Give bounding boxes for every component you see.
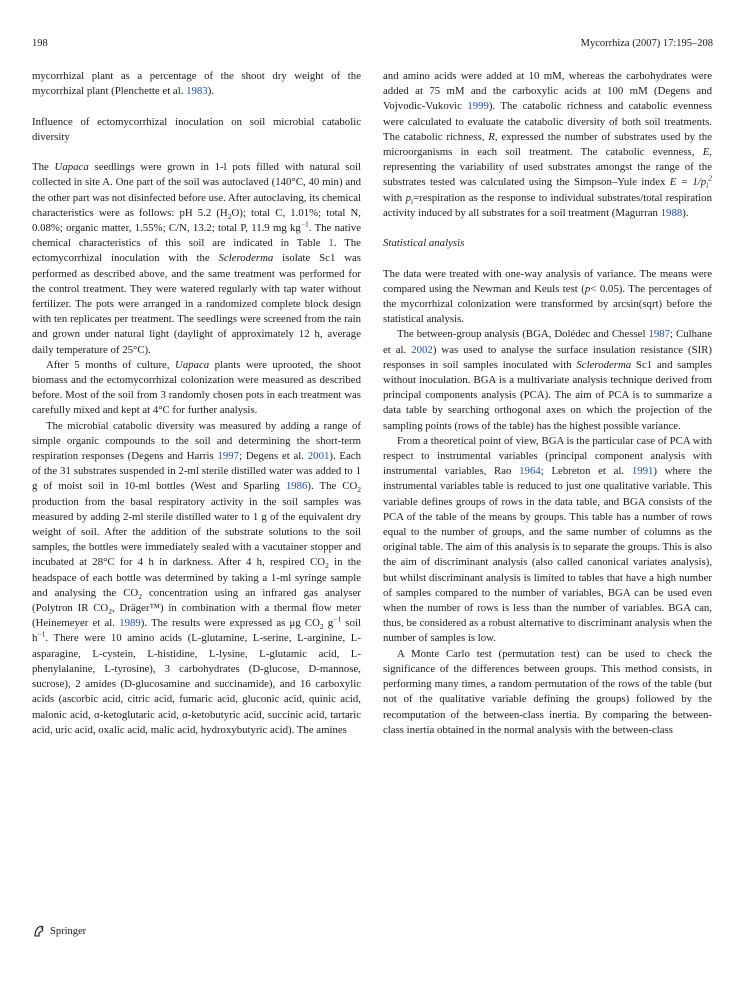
citation-link[interactable]: 1991 [631, 465, 654, 478]
footer [32, 924, 86, 938]
citation-link[interactable]: 1987 [648, 328, 671, 341]
journal-citation: Mycorrhiza (2007) 17:195–208 [580, 38, 713, 49]
table-link[interactable]: 1 [328, 237, 334, 250]
citation-link[interactable]: 1964 [519, 465, 541, 478]
paragraph: The Uapaca seedlings were grown in 1-l pots filled with natural soil collected in site A. One part of the soil was autoclaved (140°C, 40 min) and the other part was not disinfected before use. After autoclaving, its chemical characteristics were as follows: pH 5.2 $(H_2O)$; total C, 1.01%; total N, 0.08%; organic matter, 1.55%; C/N, 13.2; total P, 11.9 mg $kg^{-1}$. The native chemical characteristics of this soil are indicated in Table 1. The ectomycorrhizal inoculation with the Scleroderma isolate Sc1 was performed as described above, and the same treatment was performed for the control treatment. They were watered regularly with tap water without fertilizer. The pots were arranged in a randomized complete block design with ten replicates per treatment. The seedlings were screened from the rain and grown under natural light (daylight of approximately 12 h, average daily temperature of 25°C). [32, 161, 361, 356]
section-heading: Influence of ectomycorrhizal inoculation on soil microbial catabolic diversity [32, 115, 361, 143]
paragraph: and amino acids were added at 10 mM, whereas the carbohydrates were added at 75 mM and the carboxylic acids at 100 mM (Degens and Vojvodic-Vukovic 1999). The catabolic richness and catabolic evenness were calculated to evaluate the catabolic diversity of both soil treatments. The catabolic richness, R, expressed the number of substrates used by the microorganisms in each soil treatment. The catabolic evenness, E, representing the variability of used substrates amongst the range of the substrates tested was calculated using the Simpson–Yule index $E = 1/p_i^2$ with $p_i=respiration$ as the response to individual substrates/total respiration activity induced by all substrates for a soil treatment (Magurran 1988). [383, 70, 712, 219]
springer-horse-icon [32, 924, 46, 938]
paragraph: mycorrhizal plant as a percentage of the shoot dry weight of the mycorrhizal plant (Plenchette et al. 1983). [32, 70, 361, 98]
evenness-formula: $E = 1/p_i^2$ [669, 173, 712, 191]
citation-link[interactable]: 1989 [119, 617, 141, 630]
citation-link[interactable]: 1986 [285, 480, 308, 493]
citation-link[interactable]: 1997 [217, 450, 240, 463]
paragraph: The microbial catabolic diversity was measured by adding a range of simple organic compounds to the soil and determining the short-term respiration responses (Degens and Harris 1997; Degens et al. 2001). Each of the 31 substrates suspended in 2-ml sterile distilled water was added to 1 g of moist soil in 10-ml bottles (West and Sparling 1986). The $CO_2$ production from the basal respiratory activity in the soil samples was measured by adding 2-ml sterile distilled water to 1 g of the equivalent dry weight of soil. After the addition of the substrate solutions to the soil samples, the bottles were immediately sealed with a vacutainer stopper and incubated at 28°C for 4 h in darkness. After 4 h, respired $CO_2$ in the headspace of each bottle was determined by taking a 1-ml syringe sample and analysing the $CO_2$ concentration using an infrared gas analyser (Polytron IR $CO_2$, Dräger™) in combination with a thermal flow meter (Heinemeyer et al. 1989). The results were expressed as μg $CO_2$ $g^{-1}$ soil $h^{-1}$. There were 10 amino acids (L-glutamine, L-serine, L-arginine, L-asparagine, L-cystein, L-histidine, L-lysine, L-glutamic acid, L-phenylalanine, L-tyrosine), 3 carbohydrates (D-glucose, D-mannose, sucrose), 2 amides (D-glucosamine and succinamide), and 16 carboxylic acids (ascorbic acid, citric acid, fumaric acid, gluconic acid, quinic acid, malonic acid, α-ketoglutaric acid, α-ketobutyric acid, succinic acid, tartaric acid, uric acid, oxalic acid, malic acid, hydroxybutyric acid). The amines [32, 419, 361, 736]
publisher-name: Springer [50, 925, 87, 937]
left-column [32, 69, 361, 738]
citation-link[interactable]: 1999 [467, 100, 489, 113]
right-column [383, 69, 712, 738]
paragraph: After 5 months of culture, Uapaca plants were uprooted, the shoot biomass and the ectomycorrhizal colonization were measured as described before. Most of the soil from 3 randomly chosen pots in each treatment was carefully mixed and kept at 4°C for further analysis. [32, 358, 361, 417]
running-header [32, 38, 713, 54]
paragraph: The data were treated with one-way analysis of variance. The means were compared using the Newman and Keuls test (p< 0.05). The percentages of the mycorrhizal colonization were transformed by arcsin(sqrt) before the statistical analysis. [383, 267, 712, 326]
citation-link[interactable]: 1983 [186, 85, 208, 98]
section-heading: Statistical analysis [383, 237, 465, 250]
citation-link[interactable]: 2001 [307, 450, 330, 463]
paragraph: From a theoretical point of view, BGA is the particular case of PCA with respect to instrumental variables (principal component analysis with instrumental variables, Rao 1964; Lebreton et al. 1991) where the instrumental variables table is reduced to just one qualitative variable. This variable defines groups of rows in the data table, and BGA consists of the PCA of the table of the means by groups. This table has a number of rows equal to the number of groups, and the same number of columns as the original table. The aim of this analysis is to separate the groups. This is also the aim of discriminant analysis (also called canonical variates analysis), but whilst discriminant analysis is limited to tables that have a high number of samples compared to the number of variables, BGA can be used even when the number of rows is less than the number of variables. BGA can, thus, be considered as a robust alternative to discriminant analysis when the number of samples is low. [383, 434, 712, 645]
citation-link[interactable]: 2002 [411, 343, 433, 356]
paragraph: A Monte Carlo test (permutation test) can be used to check the significance of the differences between groups. This method consists, in performing many times, a random permutation of the rows of the table (but not of the qualitative variable defining the groups) followed by the recomputation of the between-class inertia. By comparing the between-class inertia obtained in the normal analysis with the between-class [383, 647, 712, 736]
paragraph: The between-group analysis (BGA, Dolédec and Chessel 1987; Culhane et al. 2002) was used to analyse the surface insulation resistance (SIR) responses in soil samples inoculated with Scleroderma Sc1 and samples without inoculation. BGA is a multivariate analysis technique derived from principal components analysis (PCA). The aim of PCA is to summarize a data table by searching orthogonal axes on which the projection of the sampling points (rows of the table) has the highest possible variance. [383, 328, 713, 432]
page-number: 198 [32, 38, 48, 49]
citation-link[interactable]: 1988 [660, 206, 683, 219]
